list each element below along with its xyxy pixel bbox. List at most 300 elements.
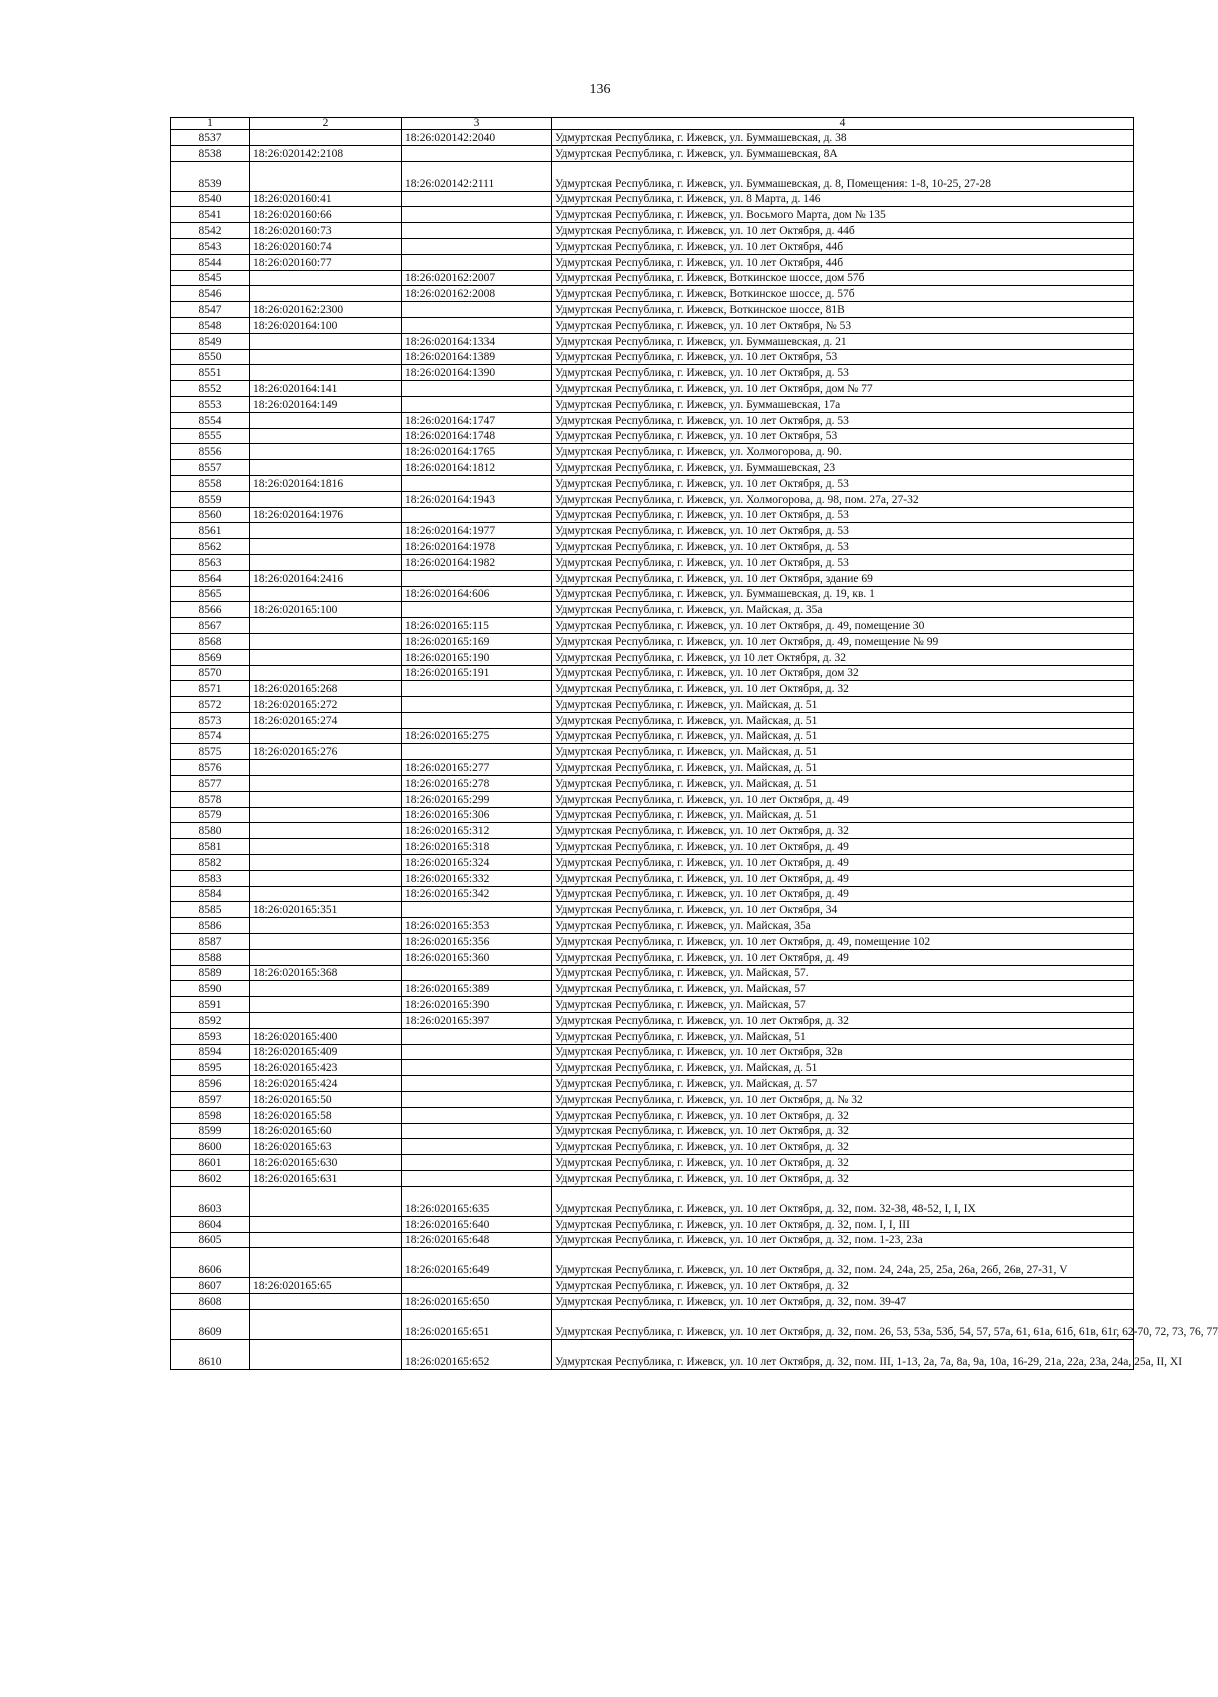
cadastral-number-col2-cell: 18:26:020165:631 [250, 1171, 402, 1187]
cadastral-number-col2-cell: 18:26:020165:58 [250, 1107, 402, 1123]
cadastral-number-col3-cell: 18:26:020164:1982 [402, 554, 552, 570]
address-cell: Удмуртская Республика, г. Ижевск, ул. 10 лет Октября, д. 53 [552, 365, 1134, 381]
table-row [171, 586, 1134, 602]
cadastral-number-col2-cell: 18:26:020164:149 [250, 396, 402, 412]
address-cell: Удмуртская Республика, г. Ижевск, ул. 10 лет Октября, д. № 32 [552, 1092, 1134, 1108]
address-cell: Удмуртская Республика, г. Ижевск, ул. 10 лет Октября, д. 53 [552, 554, 1134, 570]
cadastral-number-col2-cell: 18:26:020165:423 [250, 1060, 402, 1076]
cadastral-number-col2-cell [250, 586, 402, 602]
cadastral-number-col2-cell [250, 161, 402, 191]
cadastral-number-col2-cell: 18:26:020165:50 [250, 1092, 402, 1108]
table-row [171, 618, 1134, 634]
cadastral-number-col2-cell [250, 270, 402, 286]
table-row [171, 1294, 1134, 1310]
cadastral-number-col2-cell [250, 1216, 402, 1232]
row-number-cell: 8573 [171, 712, 250, 728]
table-row [171, 1309, 1134, 1339]
row-number-cell: 8564 [171, 570, 250, 586]
row-number-cell: 8545 [171, 270, 250, 286]
cadastral-number-col2-cell [250, 886, 402, 902]
cadastral-number-col3-cell [402, 1060, 552, 1076]
address-cell: Удмуртская Республика, г. Ижевск, ул. 10 лет Октября, д. 49 [552, 886, 1134, 902]
cadastral-number-col2-cell [250, 981, 402, 997]
cadastral-number-col3-cell [402, 1107, 552, 1123]
cadastral-number-col3-cell: 18:26:020165:115 [402, 618, 552, 634]
table-row [171, 333, 1134, 349]
table-row [171, 681, 1134, 697]
row-number-cell: 8572 [171, 697, 250, 713]
row-number-cell: 8559 [171, 491, 250, 507]
cadastral-number-col3-cell: 18:26:020164:606 [402, 586, 552, 602]
table-row [171, 1060, 1134, 1076]
cadastral-number-col2-cell [250, 949, 402, 965]
cadastral-number-col2-cell [250, 934, 402, 950]
cadastral-number-col2-cell: 18:26:020165:274 [250, 712, 402, 728]
table-row [171, 130, 1134, 146]
table-row [171, 428, 1134, 444]
row-number-cell: 8570 [171, 665, 250, 681]
address-cell: Удмуртская Республика, г. Ижевск, ул. Майская, д. 57 [552, 1076, 1134, 1092]
cadastral-number-col3-cell [402, 1092, 552, 1108]
address-cell: Удмуртская Республика, г. Ижевск, ул. 10 лет Октября, д. 32, пом. I, I, III [552, 1216, 1134, 1232]
cadastral-number-col3-cell [402, 254, 552, 270]
address-cell: Удмуртская Республика, г. Ижевск, ул. 10 лет Октября, д. 32, пом. III, 1-13, 2а, 7а, 8а, 9а, 10а, 16-29, 21а, 22а, 23а, 24а, 25а, II, XI [552, 1339, 1134, 1369]
table-row [171, 349, 1134, 365]
table-row [171, 554, 1134, 570]
table-row [171, 649, 1134, 665]
cadastral-number-col2-cell [250, 649, 402, 665]
cadastral-number-col3-cell: 18:26:020164:1977 [402, 523, 552, 539]
row-number-cell: 8591 [171, 997, 250, 1013]
row-number-cell: 8555 [171, 428, 250, 444]
row-number-cell: 8596 [171, 1076, 250, 1092]
address-cell: Удмуртская Республика, г. Ижевск, ул. Майская, д. 35а [552, 602, 1134, 618]
cadastral-number-col3-cell [402, 223, 552, 239]
address-cell: Удмуртская Республика, г. Ижевск, ул. Холмогорова, д. 90. [552, 444, 1134, 460]
row-number-cell: 8584 [171, 886, 250, 902]
cadastral-number-col3-cell [402, 744, 552, 760]
cadastral-number-col2-cell: 18:26:020165:351 [250, 902, 402, 918]
cadastral-number-col3-cell [402, 1044, 552, 1060]
row-number-cell: 8576 [171, 760, 250, 776]
table-row [171, 728, 1134, 744]
row-number-cell: 8566 [171, 602, 250, 618]
table-row [171, 1339, 1134, 1369]
cadastral-number-col3-cell: 18:26:020165:650 [402, 1294, 552, 1310]
table-row [171, 1028, 1134, 1044]
cadastral-number-col3-cell: 18:26:020165:648 [402, 1232, 552, 1248]
row-number-cell: 8554 [171, 412, 250, 428]
row-number-cell: 8541 [171, 207, 250, 223]
cadastral-number-col3-cell: 18:26:020164:1747 [402, 412, 552, 428]
row-number-cell: 8543 [171, 238, 250, 254]
column-header-2: 2 [250, 118, 402, 130]
cadastral-number-col3-cell: 18:26:020142:2111 [402, 161, 552, 191]
address-cell: Удмуртская Республика, г. Ижевск, ул. 10 лет Октября, д. 32 [552, 1139, 1134, 1155]
cadastral-number-col2-cell [250, 1248, 402, 1278]
page-number: 136 [589, 82, 611, 97]
cadastral-number-col3-cell [402, 191, 552, 207]
cadastral-number-col2-cell [250, 839, 402, 855]
cadastral-number-col3-cell: 18:26:020165:635 [402, 1186, 552, 1216]
address-cell: Удмуртская Республика, г. Ижевск, ул. 10 лет Октября, д. 53 [552, 507, 1134, 523]
address-cell: Удмуртская Республика, г. Ижевск, ул. 10 лет Октября, д. 32 [552, 1278, 1134, 1294]
cadastral-number-col3-cell [402, 1123, 552, 1139]
cadastral-number-col2-cell: 18:26:020160:73 [250, 223, 402, 239]
table-row [171, 475, 1134, 491]
row-number-cell: 8550 [171, 349, 250, 365]
table-row [171, 270, 1134, 286]
address-cell: Удмуртская Республика, г. Ижевск, ул. 10 лет Октября, здание 69 [552, 570, 1134, 586]
table-row [171, 776, 1134, 792]
row-number-cell: 8560 [171, 507, 250, 523]
address-cell: Удмуртская Республика, г. Ижевск, ул. Майская, д. 51 [552, 728, 1134, 744]
row-number-cell: 8578 [171, 791, 250, 807]
cadastral-number-col3-cell [402, 712, 552, 728]
row-number-cell: 8586 [171, 918, 250, 934]
cadastral-number-col3-cell: 18:26:020165:278 [402, 776, 552, 792]
table-row [171, 223, 1134, 239]
row-number-cell: 8600 [171, 1139, 250, 1155]
cadastral-number-col2-cell: 18:26:020164:100 [250, 317, 402, 333]
cadastral-number-col2-cell: 18:26:020165:100 [250, 602, 402, 618]
cadastral-number-col3-cell: 18:26:020165:390 [402, 997, 552, 1013]
column-header-4: 4 [552, 118, 1134, 130]
table-row [171, 365, 1134, 381]
table-row [171, 1171, 1134, 1187]
address-cell: Удмуртская Республика, г. Ижевск, ул. 10 лет Октября, 53 [552, 349, 1134, 365]
row-number-cell: 8595 [171, 1060, 250, 1076]
cadastral-number-col3-cell: 18:26:020165:649 [402, 1248, 552, 1278]
cadastral-number-col3-cell: 18:26:020164:1390 [402, 365, 552, 381]
cadastral-number-col2-cell [250, 807, 402, 823]
address-cell: Удмуртская Республика, г. Ижевск, ул. Буммашевская, 8А [552, 145, 1134, 161]
row-number-cell: 8603 [171, 1186, 250, 1216]
cadastral-number-col2-cell [250, 1232, 402, 1248]
cadastral-number-col3-cell [402, 302, 552, 318]
row-number-cell: 8575 [171, 744, 250, 760]
table-row [171, 823, 1134, 839]
address-cell: Удмуртская Республика, г. Ижевск, ул. Восьмого Марта, дом № 135 [552, 207, 1134, 223]
cadastral-number-col2-cell [250, 554, 402, 570]
cadastral-number-col3-cell: 18:26:020165:360 [402, 949, 552, 965]
row-number-cell: 8546 [171, 286, 250, 302]
cadastral-number-col2-cell [250, 1309, 402, 1339]
table-row [171, 997, 1134, 1013]
cadastral-number-col2-cell: 18:26:020165:63 [250, 1139, 402, 1155]
table-row [171, 207, 1134, 223]
row-number-cell: 8601 [171, 1155, 250, 1171]
cadastral-number-col2-cell [250, 728, 402, 744]
cadastral-number-col2-cell [250, 523, 402, 539]
row-number-cell: 8604 [171, 1216, 250, 1232]
cadastral-number-col2-cell [250, 618, 402, 634]
table-row [171, 507, 1134, 523]
address-cell: Удмуртская Республика, г. Ижевск, ул. 10 лет Октября, д. 32 [552, 823, 1134, 839]
cadastral-number-col2-cell [250, 460, 402, 476]
address-cell: Удмуртская Республика, г. Ижевск, ул. 10 лет Октября, д. 49 [552, 855, 1134, 871]
address-cell: Удмуртская Республика, г. Ижевск, ул. 10 лет Октября, дом 32 [552, 665, 1134, 681]
cadastral-number-col3-cell: 18:26:020165:342 [402, 886, 552, 902]
address-cell: Удмуртская Республика, г. Ижевск, ул. 10 лет Октября, дом № 77 [552, 381, 1134, 397]
table-row [171, 902, 1134, 918]
table-row [171, 1076, 1134, 1092]
table-row [171, 981, 1134, 997]
table-row [171, 791, 1134, 807]
address-cell: Удмуртская Республика, г. Ижевск, ул. 10 лет Октября, д. 32, пом. 39-47 [552, 1294, 1134, 1310]
table-row [171, 238, 1134, 254]
cadastral-number-col2-cell [250, 791, 402, 807]
row-number-cell: 8592 [171, 1013, 250, 1029]
cadastral-number-col2-cell: 18:26:020165:65 [250, 1278, 402, 1294]
row-number-cell: 8557 [171, 460, 250, 476]
cadastral-number-col3-cell [402, 238, 552, 254]
row-number-cell: 8538 [171, 145, 250, 161]
address-cell: Удмуртская Республика, г. Ижевск, ул. Холмогорова, д. 98, пом. 27а, 27-32 [552, 491, 1134, 507]
table-row [171, 949, 1134, 965]
table-row [171, 807, 1134, 823]
table-row [171, 1278, 1134, 1294]
table-row [171, 1013, 1134, 1029]
row-number-cell: 8539 [171, 161, 250, 191]
address-cell: Удмуртская Республика, г. Ижевск, ул. 10 лет Октября, д. 32 [552, 1155, 1134, 1171]
address-cell: Удмуртская Республика, г. Ижевск, ул. 10 лет Октября, д. 49 [552, 870, 1134, 886]
table-row [171, 697, 1134, 713]
cadastral-number-col3-cell [402, 1076, 552, 1092]
cadastral-number-col3-cell: 18:26:020165:306 [402, 807, 552, 823]
cadastral-number-col2-cell: 18:26:020165:60 [250, 1123, 402, 1139]
row-number-cell: 8585 [171, 902, 250, 918]
cadastral-registry-table [170, 117, 1218, 1370]
cadastral-number-col2-cell: 18:26:020160:77 [250, 254, 402, 270]
cadastral-number-col2-cell: 18:26:020165:400 [250, 1028, 402, 1044]
row-number-cell: 8606 [171, 1248, 250, 1278]
cadastral-number-col2-cell: 18:26:020164:2416 [250, 570, 402, 586]
cadastral-number-col2-cell [250, 412, 402, 428]
address-cell: Удмуртская Республика, г. Ижевск, ул. Буммашевская, д. 21 [552, 333, 1134, 349]
row-number-cell: 8552 [171, 381, 250, 397]
cadastral-number-col3-cell [402, 681, 552, 697]
address-cell: Удмуртская Республика, г. Ижевск, ул. Майская, д. 51 [552, 712, 1134, 728]
cadastral-number-col3-cell [402, 1028, 552, 1044]
row-number-cell: 8580 [171, 823, 250, 839]
cadastral-number-col3-cell: 18:26:020165:356 [402, 934, 552, 950]
address-cell: Удмуртская Республика, г. Ижевск, ул. 10 лет Октября, д. 32 [552, 1123, 1134, 1139]
table-row [171, 602, 1134, 618]
cadastral-number-col3-cell [402, 207, 552, 223]
cadastral-number-col3-cell: 18:26:020165:191 [402, 665, 552, 681]
cadastral-number-col2-cell: 18:26:020164:141 [250, 381, 402, 397]
address-cell: Удмуртская Республика, г. Ижевск, ул. 10 лет Октября, д. 32 [552, 1013, 1134, 1029]
address-cell: Удмуртская Республика, г. Ижевск, ул. Майская, 51 [552, 1028, 1134, 1044]
cadastral-number-col2-cell: 18:26:020162:2300 [250, 302, 402, 318]
cadastral-number-col2-cell [250, 491, 402, 507]
address-cell: Удмуртская Республика, г. Ижевск, ул. 8 Марта, д. 146 [552, 191, 1134, 207]
table-row [171, 1232, 1134, 1248]
cadastral-number-col3-cell [402, 507, 552, 523]
cadastral-number-col2-cell [250, 633, 402, 649]
address-cell: Удмуртская Республика, г. Ижевск, ул 10 лет Октября, д. 32 [552, 649, 1134, 665]
cadastral-number-col3-cell: 18:26:020165:318 [402, 839, 552, 855]
cadastral-number-col2-cell [250, 760, 402, 776]
column-header-1: 1 [171, 118, 250, 130]
table-row [171, 1044, 1134, 1060]
cadastral-number-col2-cell: 18:26:020164:1976 [250, 507, 402, 523]
address-cell: Удмуртская Республика, г. Ижевск, ул. Буммашевская, д. 8, Помещения: 1-8, 10-25, 27-28 [552, 161, 1134, 191]
address-cell: Удмуртская Республика, г. Ижевск, ул. 10 лет Октября, д. 53 [552, 475, 1134, 491]
cadastral-number-col3-cell [402, 396, 552, 412]
address-cell: Удмуртская Республика, г. Ижевск, ул. 10 лет Октября, д. 32, пом. 26, 53, 53а, 53б, 54, 57, 57а, 61, 61а, 61б, 61в, 61г, 62-70, 72, 73, 76, 77 [552, 1309, 1134, 1339]
row-number-cell: 8568 [171, 633, 250, 649]
table-row [171, 491, 1134, 507]
cadastral-number-col2-cell: 18:26:020160:74 [250, 238, 402, 254]
table-row [171, 539, 1134, 555]
table-row [171, 1092, 1134, 1108]
row-number-cell: 8587 [171, 934, 250, 950]
table-row [171, 523, 1134, 539]
cadastral-number-col2-cell [250, 665, 402, 681]
cadastral-number-col2-cell [250, 365, 402, 381]
address-cell: Удмуртская Республика, г. Ижевск, Воткинское шоссе, 81В [552, 302, 1134, 318]
table-row [171, 444, 1134, 460]
table-row [171, 145, 1134, 161]
cadastral-number-col3-cell: 18:26:020165:299 [402, 791, 552, 807]
cadastral-number-col3-cell: 18:26:020165:277 [402, 760, 552, 776]
cadastral-number-col3-cell: 18:26:020165:389 [402, 981, 552, 997]
address-cell: Удмуртская Республика, г. Ижевск, ул. 10 лет Октября, д. 53 [552, 539, 1134, 555]
row-number-cell: 8605 [171, 1232, 250, 1248]
table-row [171, 161, 1134, 191]
row-number-cell: 8537 [171, 130, 250, 146]
address-cell: Удмуртская Республика, г. Ижевск, ул. 10 лет Октября, д. 32, пом. 32-38, 48-52, I, I, IX [552, 1186, 1134, 1216]
address-cell: Удмуртская Республика, г. Ижевск, ул. Буммашевская, 23 [552, 460, 1134, 476]
address-cell: Удмуртская Республика, г. Ижевск, ул. 10 лет Октября, № 53 [552, 317, 1134, 333]
address-cell: Удмуртская Республика, г. Ижевск, ул. 10 лет Октября, д. 49, помещение 102 [552, 934, 1134, 950]
row-number-cell: 8565 [171, 586, 250, 602]
row-number-cell: 8608 [171, 1294, 250, 1310]
cadastral-number-col3-cell [402, 902, 552, 918]
table-row [171, 744, 1134, 760]
cadastral-number-col3-cell: 18:26:020165:652 [402, 1339, 552, 1369]
cadastral-number-col3-cell: 18:26:020165:651 [402, 1309, 552, 1339]
address-cell: Удмуртская Республика, г. Ижевск, ул. 10 лет Октября, д. 49 [552, 839, 1134, 855]
cadastral-number-col3-cell: 18:26:020142:2040 [402, 130, 552, 146]
column-header-3: 3 [402, 118, 552, 130]
address-cell: Удмуртская Республика, г. Ижевск, ул. 10 лет Октября, д. 32, пом. 1-23, 23а [552, 1232, 1134, 1248]
cadastral-number-col3-cell [402, 570, 552, 586]
table-row [171, 712, 1134, 728]
table-row [171, 633, 1134, 649]
row-number-cell: 8581 [171, 839, 250, 855]
cadastral-number-col2-cell [250, 855, 402, 871]
table-row [171, 1216, 1134, 1232]
cadastral-number-col3-cell: 18:26:020164:1748 [402, 428, 552, 444]
cadastral-number-col3-cell [402, 317, 552, 333]
table-row [171, 1123, 1134, 1139]
address-cell: Удмуртская Республика, г. Ижевск, ул. 10 лет Октября, д. 32 [552, 681, 1134, 697]
row-number-cell: 8548 [171, 317, 250, 333]
cadastral-number-col2-cell [250, 1339, 402, 1369]
address-cell: Удмуртская Республика, г. Ижевск, ул. Майская, д. 51 [552, 760, 1134, 776]
table-row [171, 317, 1134, 333]
cadastral-number-col3-cell: 18:26:020164:1943 [402, 491, 552, 507]
address-cell: Удмуртская Республика, г. Ижевск, ул. Майская, 57. [552, 965, 1134, 981]
table-row [171, 460, 1134, 476]
cadastral-number-col2-cell: 18:26:020165:268 [250, 681, 402, 697]
address-cell: Удмуртская Республика, г. Ижевск, ул. 10 лет Октября, 44б [552, 238, 1134, 254]
address-cell: Удмуртская Республика, г. Ижевск, ул. 10 лет Октября, д. 44б [552, 223, 1134, 239]
cadastral-number-col2-cell: 18:26:020142:2108 [250, 145, 402, 161]
cadastral-number-col3-cell: 18:26:020164:1765 [402, 444, 552, 460]
cadastral-number-col3-cell [402, 381, 552, 397]
address-cell: Удмуртская Республика, г. Ижевск, ул. 10 лет Октября, д. 49, помещение № 99 [552, 633, 1134, 649]
row-number-cell: 8563 [171, 554, 250, 570]
cadastral-number-col3-cell: 18:26:020165:312 [402, 823, 552, 839]
cadastral-number-col3-cell: 18:26:020164:1334 [402, 333, 552, 349]
cadastral-number-col3-cell: 18:26:020165:169 [402, 633, 552, 649]
address-cell: Удмуртская Республика, г. Ижевск, ул. Буммашевская, д. 38 [552, 130, 1134, 146]
row-number-cell: 8562 [171, 539, 250, 555]
cadastral-number-col2-cell [250, 130, 402, 146]
cadastral-number-col3-cell [402, 1278, 552, 1294]
row-number-cell: 8588 [171, 949, 250, 965]
cadastral-number-col3-cell: 18:26:020165:640 [402, 1216, 552, 1232]
cadastral-number-col2-cell [250, 870, 402, 886]
table-row [171, 965, 1134, 981]
cadastral-number-col2-cell [250, 349, 402, 365]
table-row [171, 254, 1134, 270]
table-header-row [171, 118, 1134, 130]
row-number-cell: 8547 [171, 302, 250, 318]
cadastral-number-col2-cell: 18:26:020160:66 [250, 207, 402, 223]
cadastral-number-col2-cell: 18:26:020164:1816 [250, 475, 402, 491]
row-number-cell: 8607 [171, 1278, 250, 1294]
row-number-cell: 8540 [171, 191, 250, 207]
cadastral-number-col2-cell [250, 1294, 402, 1310]
address-cell: Удмуртская Республика, г. Ижевск, ул. 10 лет Октября, д. 53 [552, 412, 1134, 428]
table-row [171, 1155, 1134, 1171]
address-cell: Удмуртская Республика, г. Ижевск, ул. Майская, д. 51 [552, 807, 1134, 823]
row-number-cell: 8544 [171, 254, 250, 270]
cadastral-number-col3-cell: 18:26:020165:275 [402, 728, 552, 744]
row-number-cell: 8597 [171, 1092, 250, 1108]
address-cell: Удмуртская Республика, г. Ижевск, ул. 10 лет Октября, 34 [552, 902, 1134, 918]
cadastral-number-col2-cell [250, 1186, 402, 1216]
row-number-cell: 8590 [171, 981, 250, 997]
cadastral-number-col3-cell [402, 475, 552, 491]
table-row [171, 412, 1134, 428]
address-cell: Удмуртская Республика, г. Ижевск, ул. Майская, 57 [552, 981, 1134, 997]
cadastral-number-col2-cell: 18:26:020165:272 [250, 697, 402, 713]
row-number-cell: 8599 [171, 1123, 250, 1139]
cadastral-number-col2-cell: 18:26:020165:630 [250, 1155, 402, 1171]
cadastral-number-col3-cell [402, 965, 552, 981]
table-row [171, 191, 1134, 207]
address-cell: Удмуртская Республика, г. Ижевск, ул. Майская, д. 51 [552, 776, 1134, 792]
address-cell: Удмуртская Республика, г. Ижевск, ул. 10 лет Октября, д. 53 [552, 523, 1134, 539]
table-body [171, 130, 1218, 1370]
row-number-cell: 8567 [171, 618, 250, 634]
cadastral-number-col3-cell [402, 602, 552, 618]
cadastral-number-col3-cell [402, 1171, 552, 1187]
cadastral-number-col3-cell [402, 1155, 552, 1171]
row-number-cell: 8598 [171, 1107, 250, 1123]
address-cell: Удмуртская Республика, г. Ижевск, Воткинское шоссе, дом 57б [552, 270, 1134, 286]
table-row [171, 302, 1134, 318]
address-cell: Удмуртская Республика, г. Ижевск, ул. Майская, д. 51 [552, 1060, 1134, 1076]
row-number-cell: 8549 [171, 333, 250, 349]
cadastral-number-col3-cell [402, 145, 552, 161]
